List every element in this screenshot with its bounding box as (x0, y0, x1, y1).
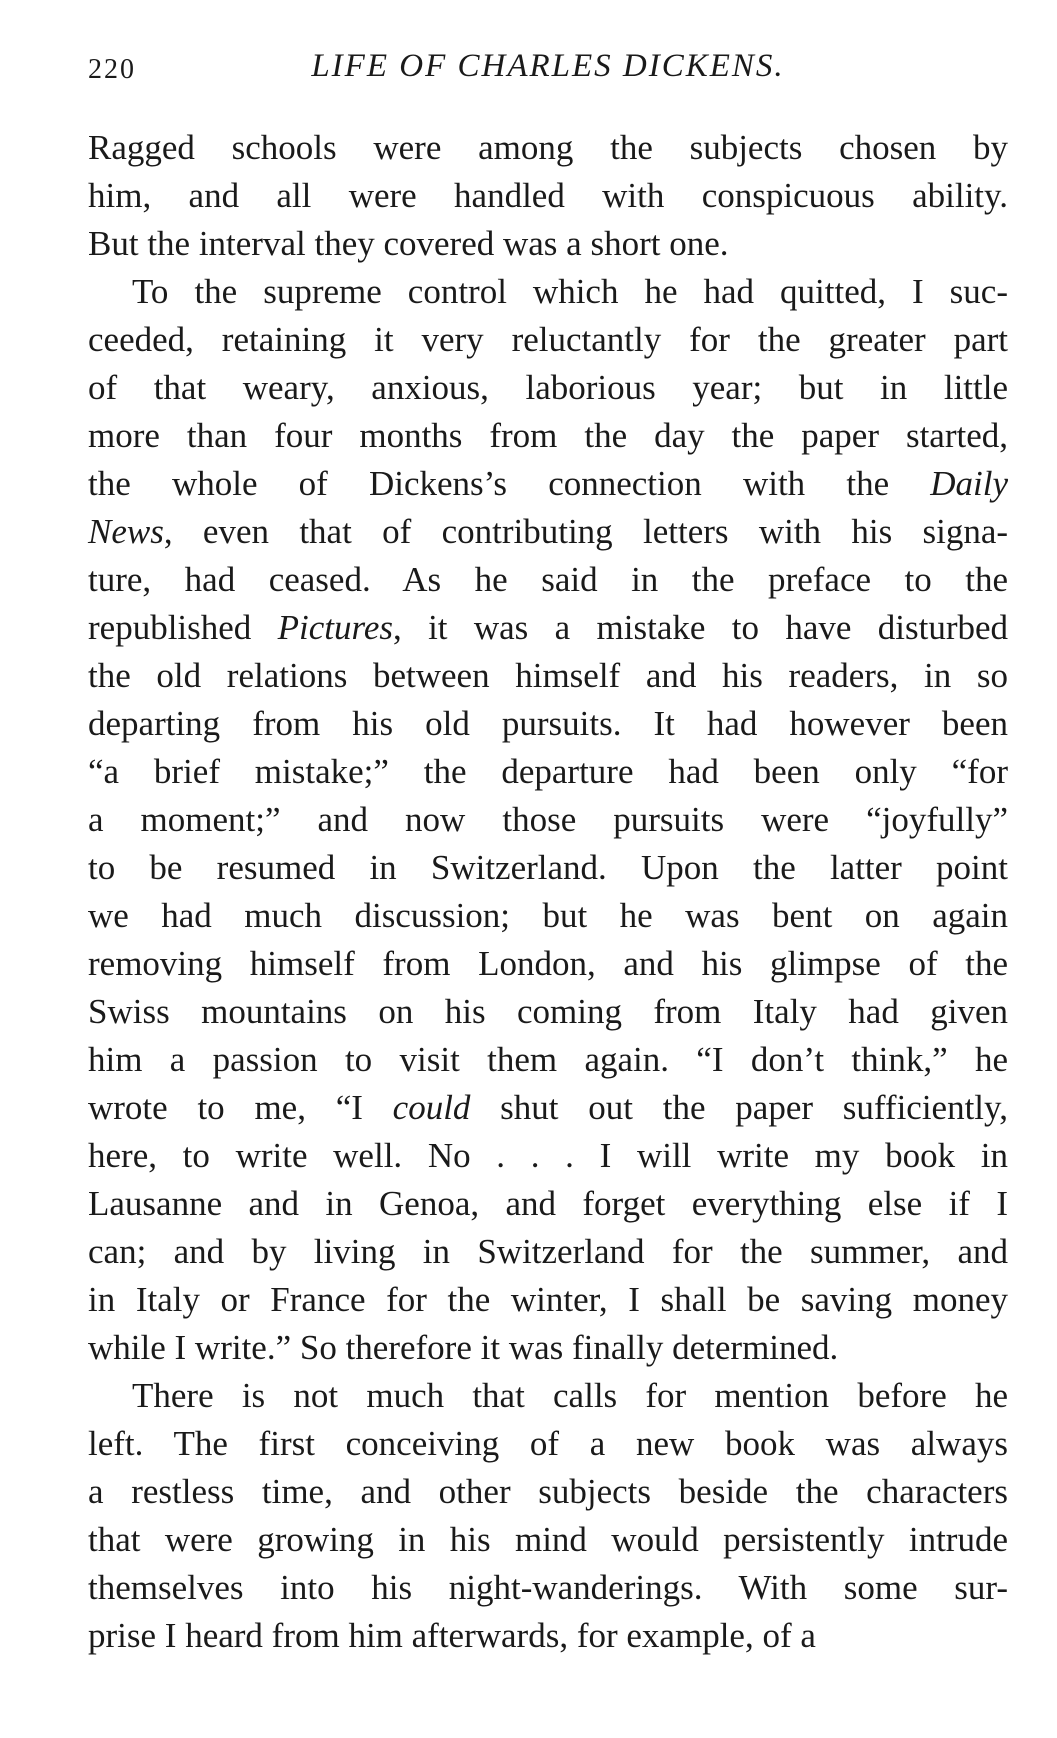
text-line: themselves into his night-wanderings. With some sur- (88, 1568, 1008, 1607)
running-head: LIFE OF CHARLES DICKENS. (311, 48, 785, 84)
text-line: a restless time, and other subjects beside the characters (88, 1472, 1008, 1511)
text-line: the whole of Dickens’s connection with the Daily (88, 464, 1009, 503)
text-line: him, and all were handled with conspicuous ability. (88, 176, 1008, 215)
text-line: a moment;” and now those pursuits were “joyfully” (88, 800, 1008, 839)
page-number: 220 (88, 54, 136, 85)
page-header (88, 48, 1008, 98)
page-body (88, 124, 1008, 1660)
text-line: But the interval they covered was a short one. (88, 224, 729, 263)
text-line: departing from his old pursuits. It had however been (88, 704, 1008, 743)
text-line: There is not much that calls for mention before he (132, 1376, 1008, 1415)
text-line: Lausanne and in Genoa, and forget everything else if I (88, 1184, 1008, 1223)
text-line: in Italy or France for the winter, I shall be saving money (88, 1280, 1008, 1319)
text-line: left. The first conceiving of a new book was always (88, 1424, 1008, 1463)
text-line: of that weary, anxious, laborious year; but in little (88, 368, 1008, 407)
text-line: removing himself from London, and his glimpse of the (88, 944, 1008, 983)
paragraph-1 (88, 124, 1008, 268)
text-line: we had much discussion; but he was bent on again (88, 896, 1008, 935)
text-line: ceeded, retaining it very reluctantly for the greater part (88, 320, 1008, 359)
text-line: republished Pictures, it was a mistake to have disturbed (88, 608, 1009, 647)
text-line: ture, had ceased. As he said in the preface to the (88, 560, 1008, 599)
text-line: News, even that of contributing letters with his signa- (88, 512, 1009, 551)
text-line: while I write.” So therefore it was finally determined. (88, 1328, 839, 1367)
paragraph-3 (88, 1372, 1008, 1660)
text-line: To the supreme control which he had quitted, I suc- (132, 272, 1008, 311)
text-line: “a brief mistake;” the departure had been only “for (88, 752, 1008, 791)
text-line: can; and by living in Switzerland for the summer, and (88, 1232, 1008, 1271)
text-line: him a passion to visit them again. “I don’t think,” he (88, 1040, 1008, 1079)
text-line: the old relations between himself and his readers, in so (88, 656, 1008, 695)
text-line: here, to write well. No . . . I will write my book in (88, 1136, 1008, 1175)
text-line: prise I heard from him afterwards, for example, of a (88, 1616, 816, 1655)
text-line: to be resumed in Switzerland. Upon the latter point (88, 848, 1008, 887)
text-line: that were growing in his mind would persistently intrude (88, 1520, 1008, 1559)
text-line: Swiss mountains on his coming from Italy had given (88, 992, 1008, 1031)
text-line: Ragged schools were among the subjects chosen by (88, 128, 1008, 167)
paragraph-2 (88, 268, 1008, 1372)
text-line: more than four months from the day the paper started, (88, 416, 1008, 455)
text-line: wrote to me, “I could shut out the paper sufficiently, (88, 1088, 1009, 1127)
